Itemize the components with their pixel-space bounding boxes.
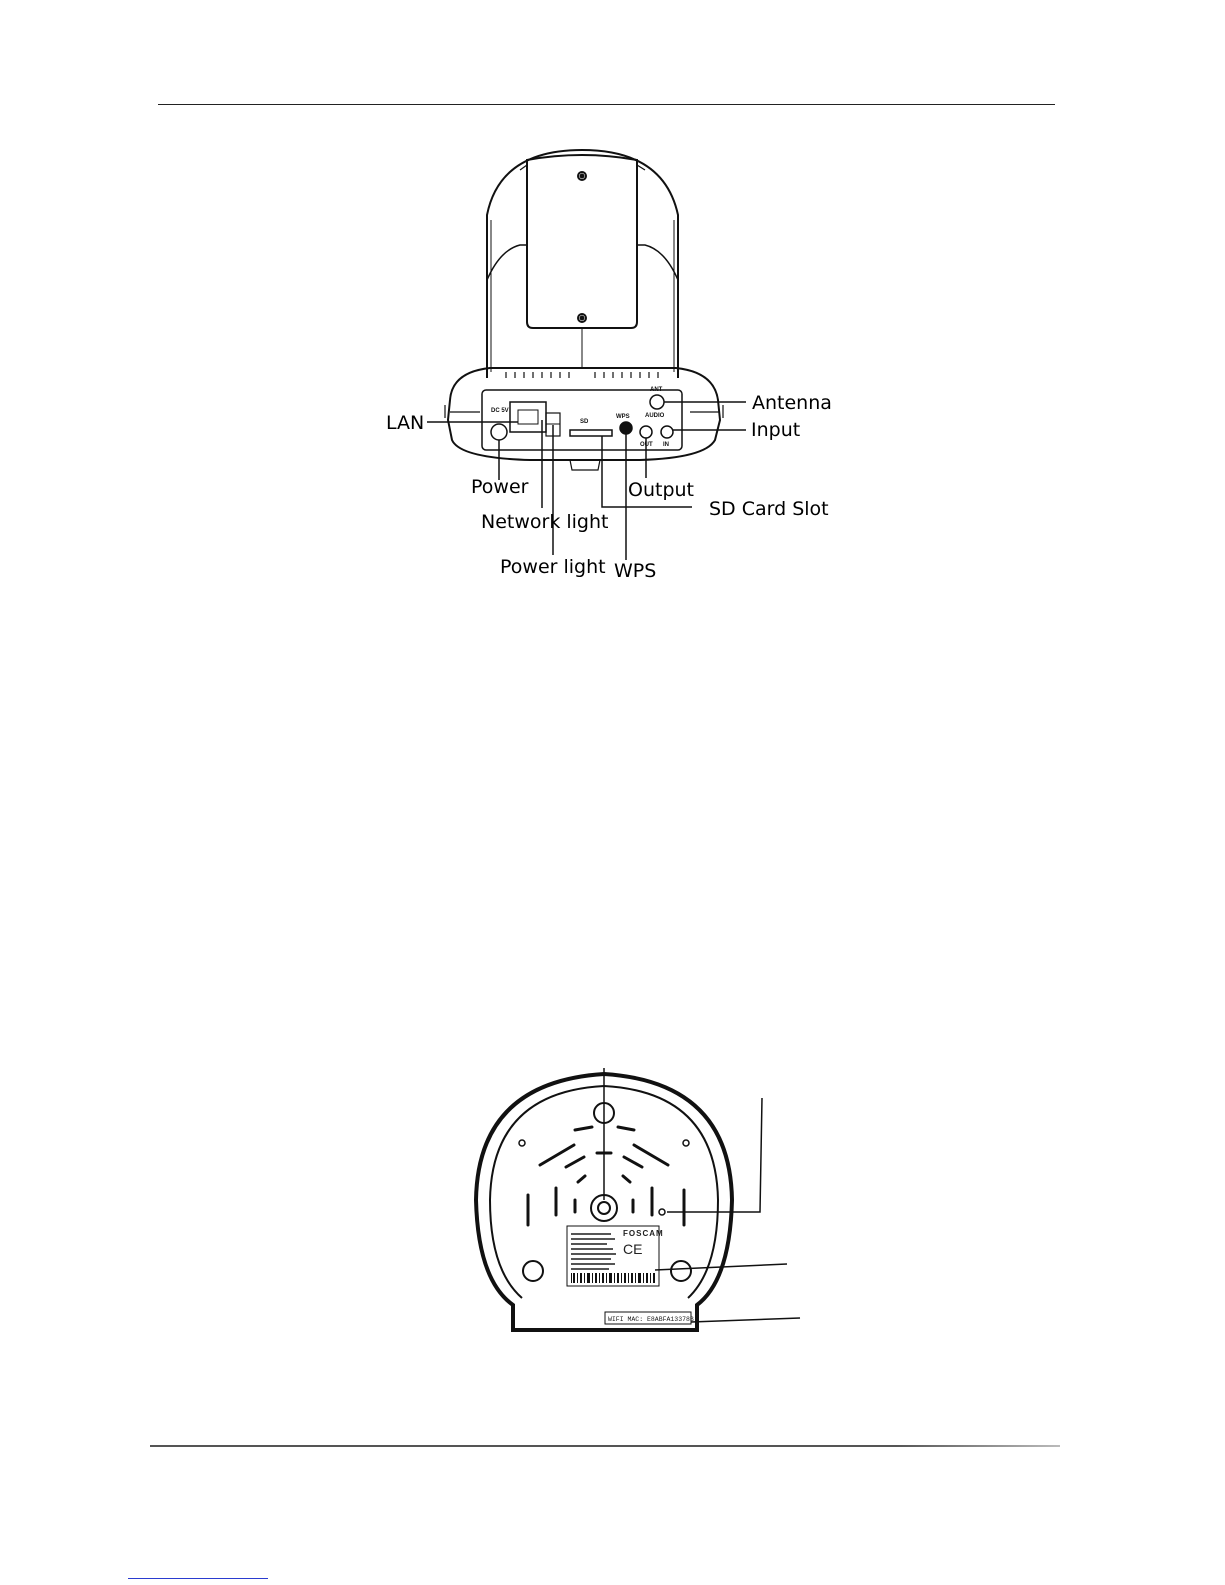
wps-button bbox=[620, 422, 632, 434]
wps-marking: WPS bbox=[616, 414, 630, 420]
antenna-connector bbox=[650, 395, 664, 409]
ce-mark: CE bbox=[623, 1241, 643, 1257]
power-light-label: Power light bbox=[500, 556, 606, 578]
wps-label: WPS bbox=[614, 560, 657, 582]
product-label bbox=[567, 1226, 664, 1286]
output-label: Output bbox=[628, 479, 694, 501]
ant-marking: ANT bbox=[650, 387, 663, 393]
dc-marking: DC 5V bbox=[491, 408, 509, 414]
in-marking: IN bbox=[663, 442, 669, 448]
audio-input-jack bbox=[661, 426, 673, 438]
input-label: Input bbox=[751, 419, 801, 441]
footer-rule bbox=[150, 1445, 1060, 1447]
lan-label: LAN bbox=[386, 412, 425, 434]
out-marking: OUT bbox=[640, 442, 653, 448]
antenna-label: Antenna bbox=[752, 392, 832, 414]
audio-output-jack bbox=[640, 426, 652, 438]
network-light-label: Network light bbox=[481, 511, 609, 533]
sd-card-slot bbox=[570, 430, 612, 436]
sd-card-slot-label: SD Card Slot bbox=[709, 498, 829, 520]
sd-marking: SD bbox=[580, 419, 589, 425]
mac-sticker bbox=[605, 1312, 694, 1324]
audio-marking: AUDIO bbox=[645, 413, 665, 419]
lan-port bbox=[510, 402, 546, 432]
label-brand: FOSCAM bbox=[623, 1229, 664, 1238]
mac-sticker-text: WIFI MAC: E8ABFA13378B bbox=[608, 1316, 694, 1323]
power-label: Power bbox=[471, 476, 529, 498]
power-jack bbox=[491, 424, 507, 440]
footer-link-underline bbox=[128, 1578, 268, 1579]
